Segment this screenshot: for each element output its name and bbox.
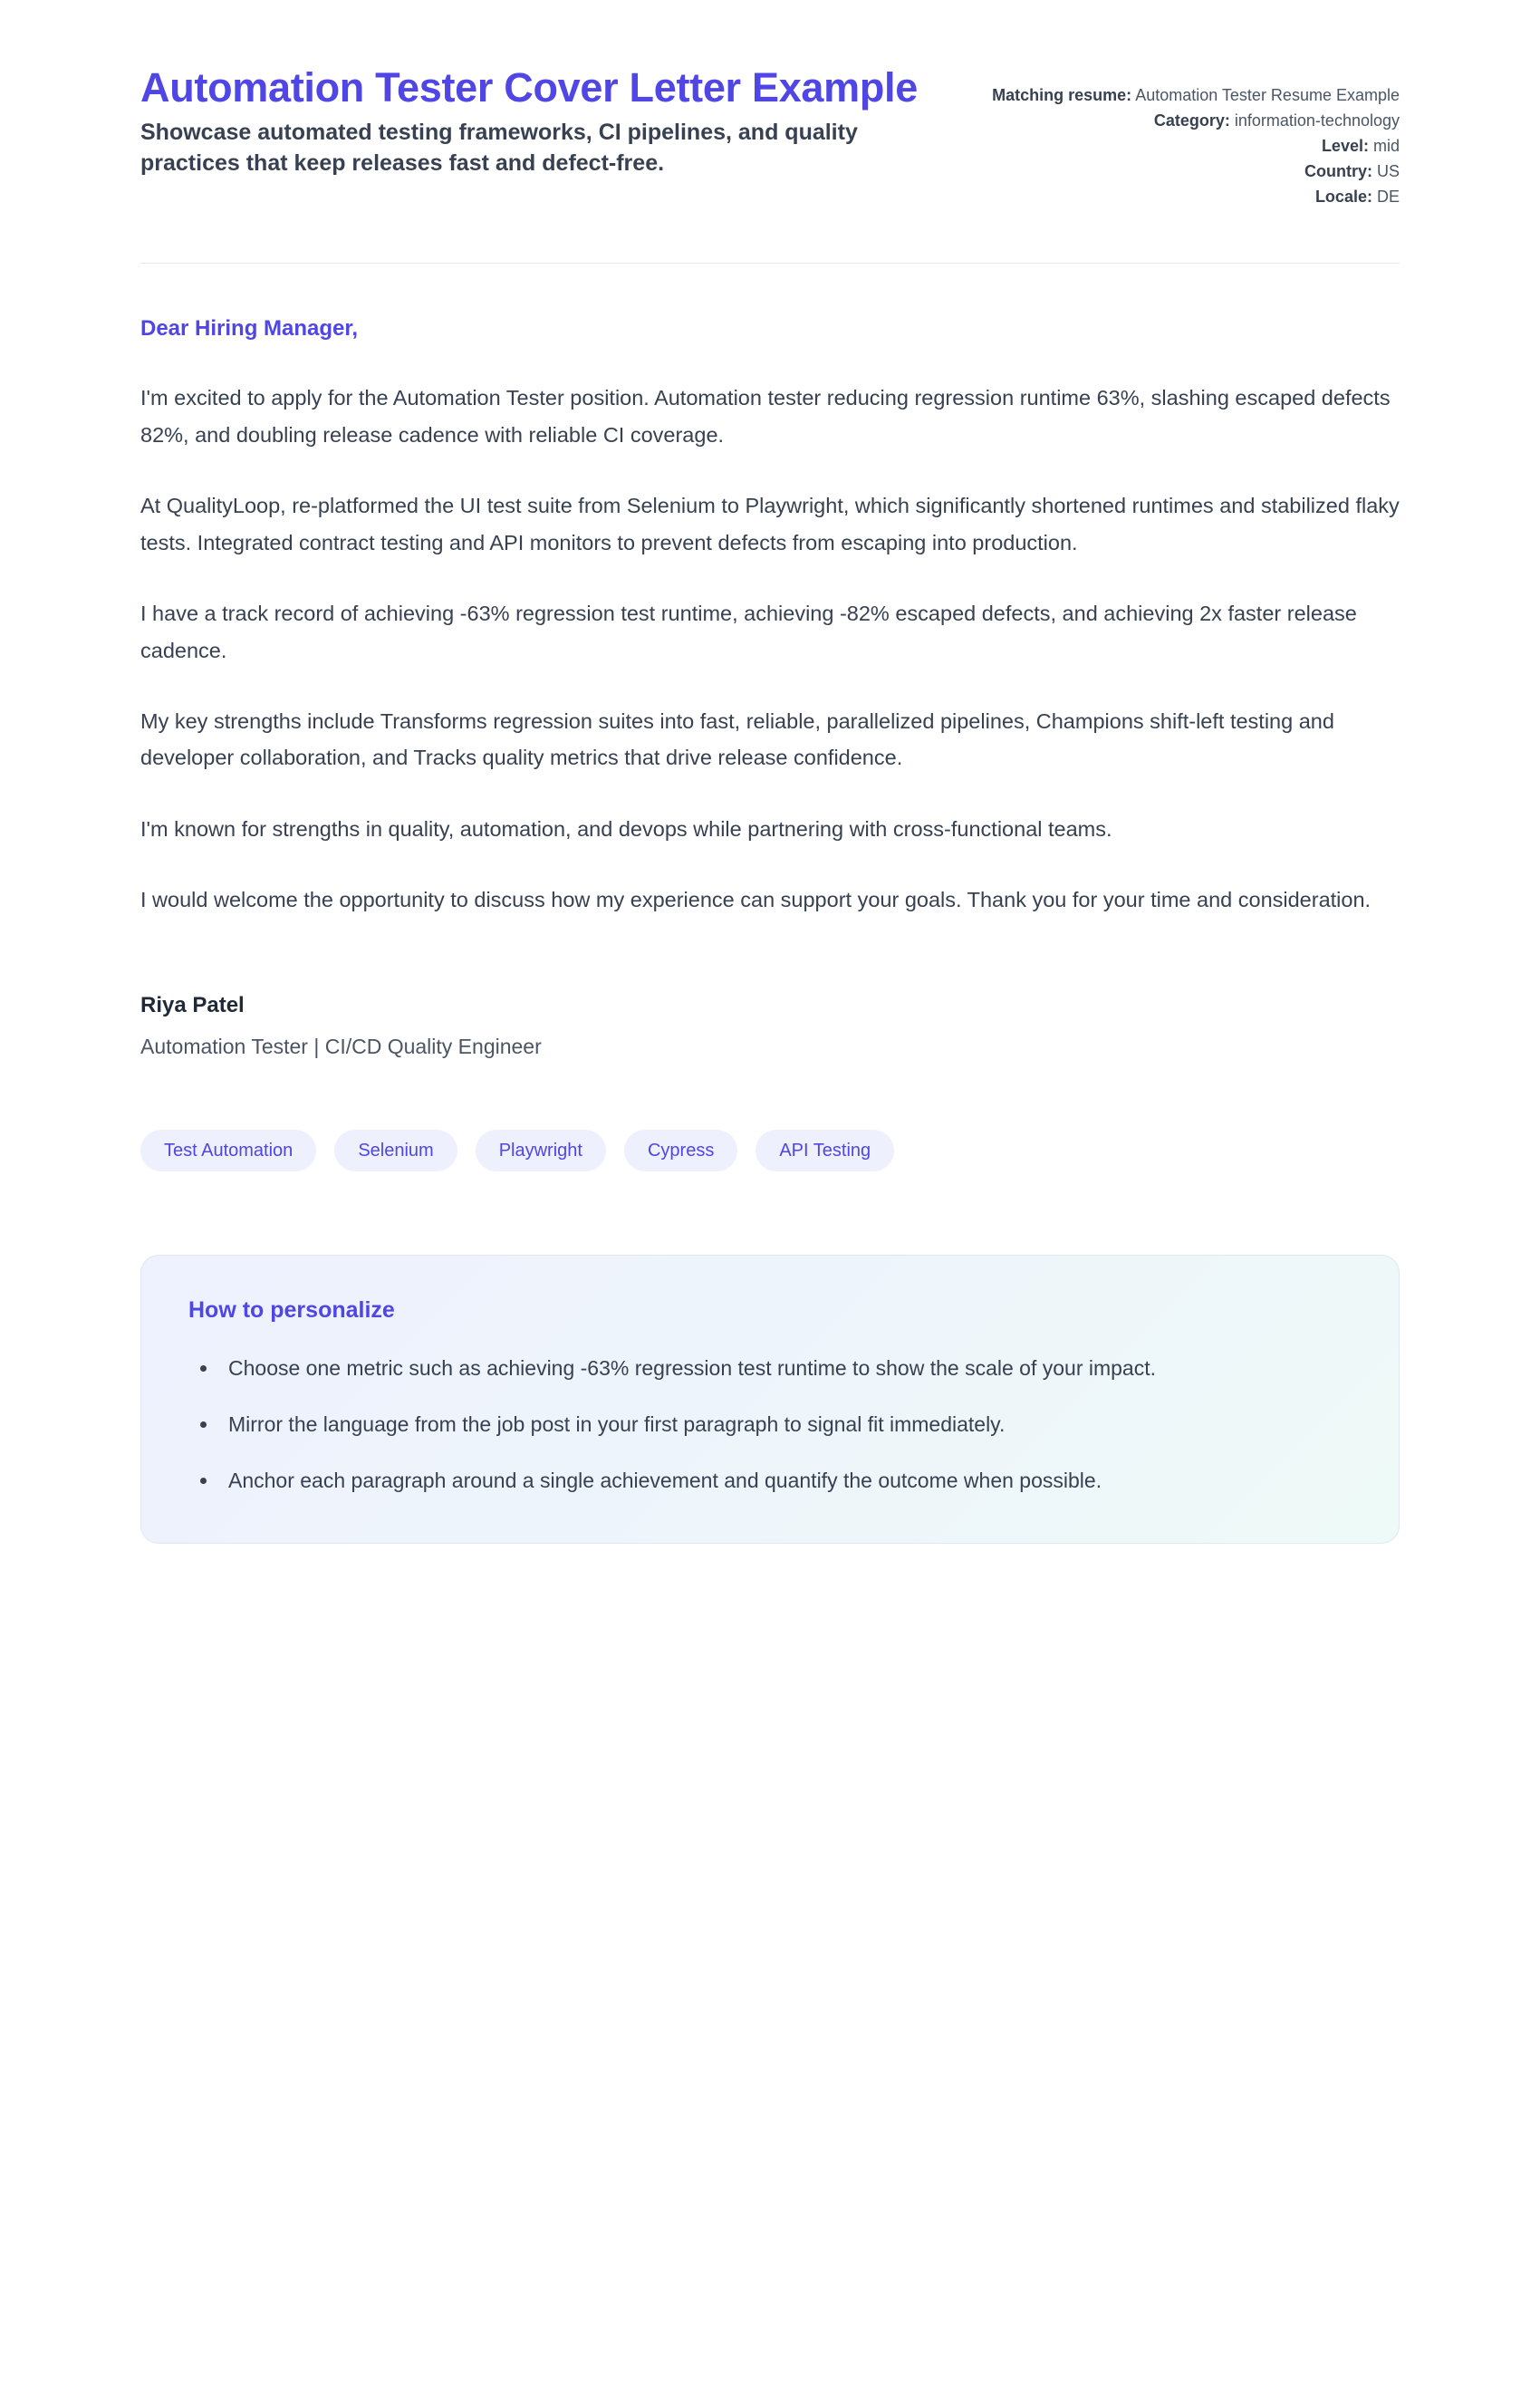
page-subtitle: Showcase automated testing frameworks, CI pipelines, and quality practices that keep releases fast and defect-free. bbox=[140, 120, 858, 177]
meta-matching-resume-label: Matching resume: bbox=[992, 86, 1132, 104]
skill-tag[interactable]: API Testing bbox=[756, 1130, 894, 1171]
skill-tag[interactable]: Playwright bbox=[476, 1130, 606, 1171]
document-meta bbox=[992, 63, 1400, 210]
meta-level bbox=[992, 134, 1400, 158]
meta-category-value: information-technology bbox=[1234, 111, 1400, 130]
cover-letter-body bbox=[140, 264, 1400, 1058]
skill-tag[interactable]: Cypress bbox=[624, 1130, 737, 1171]
page-title: Automation Tester Cover Letter Example bbox=[140, 64, 918, 111]
document-header bbox=[140, 63, 1400, 210]
letter-paragraph: I have a track record of achieving -63% regression test runtime, achieving -82% escaped defects, and achieving 2x faster release cadence. bbox=[140, 602, 1357, 662]
list-item: • Choose one metric such as achieving -63% regression test runtime to show the scale of your impact. bbox=[219, 1351, 1352, 1385]
salutation: Dear Hiring Manager, bbox=[140, 316, 359, 342]
letter-paragraph: At QualityLoop, re-platformed the UI test suite from Selenium to Playwright, which significantly shortened runtimes and stabilized flaky tests. Integrated contract testing and API monitors to prevent defects from escaping into production. bbox=[140, 494, 1400, 554]
meta-level-value: mid bbox=[1372, 137, 1400, 156]
meta-locale bbox=[992, 185, 1400, 208]
letter-paragraph: I would welcome the opportunity to discuss how my experience can support your goals. Thank you for your time and consideration. bbox=[140, 888, 1372, 912]
list-item: • Anchor each paragraph around a single achievement and quantify the outcome when possible. bbox=[219, 1463, 1352, 1498]
meta-matching-resume-value: Automation Tester Resume Example bbox=[1135, 86, 1400, 104]
letter-paragraph: My key strengths include Transforms regression suites into fast, reliable, parallelized pipelines, Champions shift-left testing and developer collaboration, and Tracks quality metrics that drive release confidence. bbox=[140, 708, 1334, 770]
meta-country-value: US bbox=[1376, 162, 1400, 181]
personalization-list bbox=[188, 1351, 1352, 1498]
meta-category bbox=[992, 109, 1400, 132]
personalization-title: How to personalize bbox=[188, 1296, 395, 1323]
signature-block bbox=[140, 993, 1400, 1059]
signature-name: Riya Patel bbox=[140, 992, 245, 1017]
header-text-block bbox=[140, 63, 956, 178]
meta-level-label: Level: bbox=[1321, 137, 1369, 156]
meta-country bbox=[992, 159, 1400, 183]
personalization-card bbox=[140, 1255, 1400, 1545]
signature-role: Automation Tester | CI/CD Quality Engineer bbox=[140, 1034, 542, 1058]
skill-tag-list bbox=[140, 1130, 1400, 1171]
letter-paragraph: I'm excited to apply for the Automation Tester position. Automation tester reducing regression runtime 63%, slashing escaped defects 82%, and doubling release cadence with reliable CI coverage. bbox=[140, 386, 1391, 447]
meta-country-label: Country: bbox=[1304, 162, 1372, 181]
meta-locale-label: Locale: bbox=[1314, 188, 1372, 207]
skill-tag[interactable]: Test Automation bbox=[140, 1130, 316, 1171]
meta-matching-resume bbox=[992, 83, 1400, 107]
meta-category-label: Category: bbox=[1153, 111, 1230, 130]
list-item: • Mirror the language from the job post in your first paragraph to signal fit immediately. bbox=[219, 1407, 1352, 1441]
meta-locale-value: DE bbox=[1376, 188, 1400, 207]
letter-paragraph: I'm known for strengths in quality, automation, and devops while partnering with cross-functional teams. bbox=[140, 816, 1112, 841]
skill-tag[interactable]: Selenium bbox=[334, 1130, 457, 1171]
